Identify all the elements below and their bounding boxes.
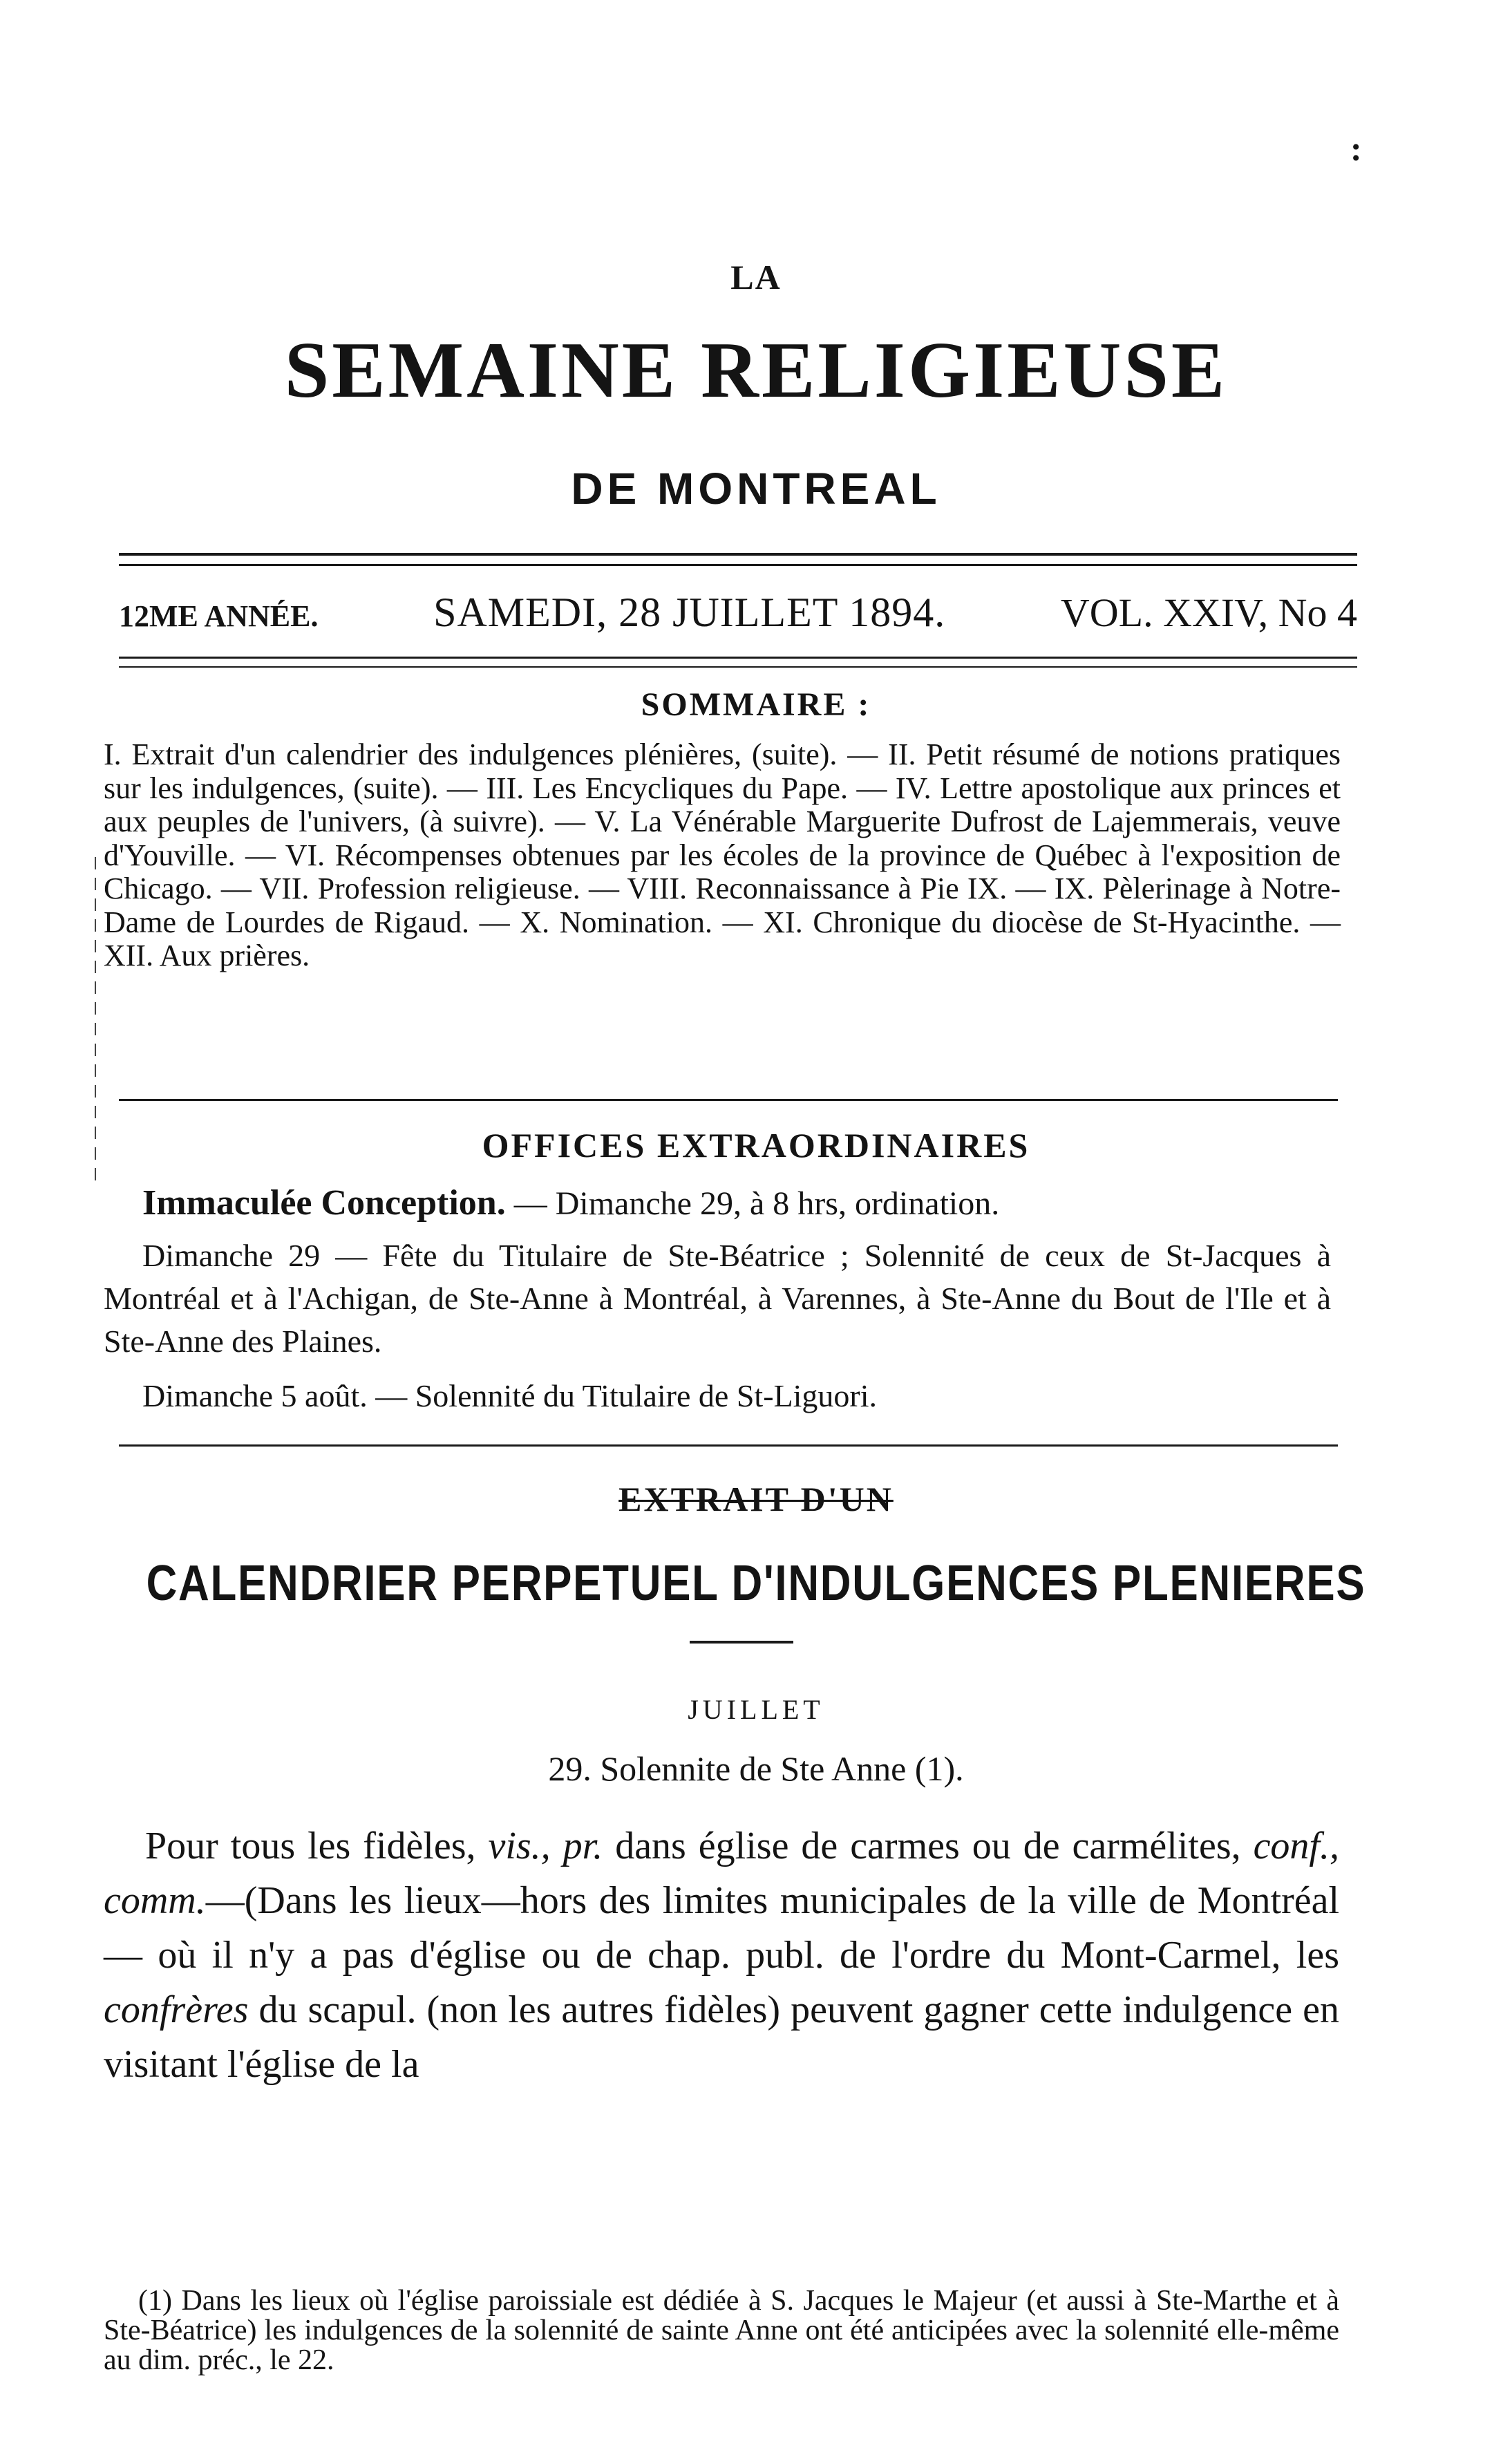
- body-text: Pour tous les fidèles,: [145, 1825, 489, 1867]
- office-item-title: Immaculée Conception.: [142, 1183, 506, 1223]
- body-abbrev: vis., pr.: [488, 1825, 603, 1867]
- masthead-title: SEMAINE RELIGIEUSE: [284, 326, 1228, 415]
- body-text: —(Dans les lieux—hors des limites municipales de la ville de Montréal— où il n'y a pas d'église ou de chap. publ. de l'ordre du Mont-Carmel, les: [104, 1879, 1339, 1977]
- issue-volume: VOL. XXIV, No 4: [1060, 590, 1357, 635]
- corner-mark: :: [1350, 129, 1362, 168]
- office-item-text: — Dimanche 29, à 8 hrs, ordination.: [505, 1185, 1000, 1222]
- divider-rule: [119, 666, 1357, 668]
- article-pre-heading: EXTRAIT D'UN: [618, 1480, 894, 1518]
- masthead-article: LA: [730, 258, 782, 296]
- article-feast: 29. Solennite de Ste Anne (1).: [548, 1749, 964, 1788]
- office-item: Dimanche 5 août. — Solennité du Titulaire de St-Liguori.: [142, 1378, 877, 1413]
- body-abbrev: conf., comm.: [104, 1825, 1339, 1922]
- divider-rule: [690, 1641, 793, 1644]
- sommaire-text: I. Extrait d'un calendrier des indulgences plénières, (suite). — II. Petit résumé de notions pratiques sur les indulgences, (suite). — III. Les Encycliques du Pape. — IV. Lettre apostolique aux princes et aux peuples de l'univers, (à suivre). — V. La Vénérable Marguerite Dufrost de Lajemmerais, veuve d'Youville. — VI. Récompenses obtenues par les écoles de la province de Québec à l'exposition de Chicago. — VII. Profession religieuse. — VIII. Reconnaissance à Pie IX. — IX. Pèlerinage à Notre-Dame de Lourdes de Rigaud. — X. Nomination. — XI. Chronique du diocèse de St-Hyacinthe. — XII. Aux prières.: [104, 737, 1341, 972]
- divider-rule: [119, 564, 1357, 566]
- article-month: JUILLET: [688, 1694, 824, 1725]
- office-item: [142, 1183, 1331, 1224]
- article-heading: CALENDRIER PERPETUEL D'INDULGENCES PLENIERES: [146, 1556, 1366, 1611]
- sommaire-heading: SOMMAIRE :: [641, 686, 871, 723]
- article-body: [104, 1819, 1339, 2092]
- body-text: du scapul. (non les autres fidèles) peuvent gagner cette indulgence en visitant l'église de la: [104, 1988, 1339, 2086]
- issue-date: SAMEDI, 28 JUILLET 1894.: [433, 590, 946, 635]
- divider-rule: [119, 1444, 1338, 1447]
- body-emphasis: confrères: [104, 1988, 249, 2031]
- divider-rule: [119, 1099, 1338, 1101]
- divider-rule: [119, 553, 1357, 556]
- divider-rule: [119, 657, 1357, 659]
- issue-year: 12ME ANNÉE.: [119, 599, 319, 633]
- offices-heading: OFFICES EXTRAORDINAIRES: [482, 1126, 1030, 1165]
- office-item: Dimanche 29 — Fête du Titulaire de Ste-Béatrice ; Solennité de ceux de St-Jacques à Montréal et à l'Achigan, de Ste-Anne à Montréal, à Varennes, à Ste-Anne du Bout de l'Ile et à Ste-Anne des Plaines.: [104, 1238, 1331, 1359]
- footnote: (1) Dans les lieux où l'église paroissiale est dédiée à S. Jacques le Majeur (et aussi à Ste-Marthe et à Ste-Béatrice) les indulgences de la solennité de sainte Anne ont été anticipées avec la solennité elle-même au dim. préc., le 22.: [104, 2285, 1339, 2376]
- issue-line: [119, 589, 1357, 651]
- masthead-subtitle: DE MONTREAL: [571, 464, 941, 514]
- body-text: dans église de carmes ou de carmélites,: [603, 1825, 1254, 1867]
